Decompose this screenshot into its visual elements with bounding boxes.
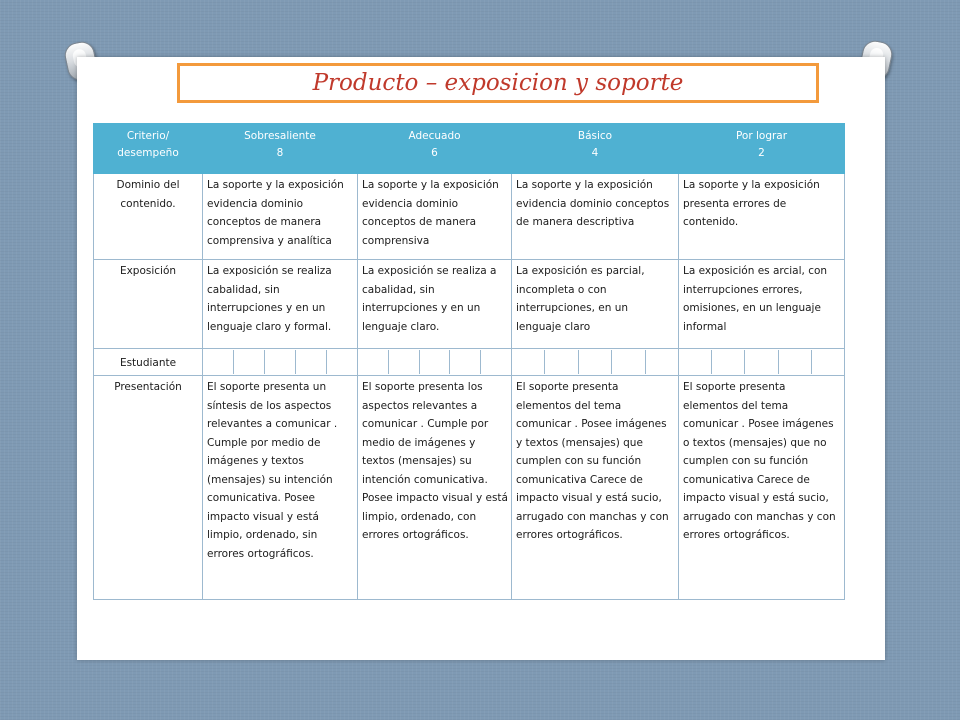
score-box[interactable] (388, 350, 419, 374)
rubric-cell: El soporte presenta un síntesis de los aspectos relevantes a comunicar . Cumple por medio de imágenes y textos (mensajes) su intención comunicativa. Posee impacto visual y está limpio, ordenado, sin errores ortográficos. (203, 376, 358, 600)
score-grid (679, 349, 845, 376)
criterion-cell: Exposición (94, 260, 203, 349)
score-box[interactable] (578, 350, 611, 374)
rubric-cell: El soporte presenta elementos del tema comunicar . Posee imágenes o textos (mensajes) que no cumplen con su función comunicativa Carece de impacto visual y está sucio, arrugado con manchas y con errores ortográficos. (679, 376, 845, 600)
score-box[interactable] (512, 350, 544, 374)
rubric-table (93, 123, 845, 600)
rubric-cell: El soporte presenta elementos del tema comunicar . Posee imágenes y textos (mensajes) que cumplen con su función comunicativa Carece de impacto visual y está sucio, arrugado con manchas y con errores ortográficos. (512, 376, 679, 600)
criterion-cell: Presentación (94, 376, 203, 600)
rubric-cell: La soporte y la exposición evidencia dominio conceptos de manera descriptiva (512, 174, 679, 260)
criterion-cell: Estudiante (94, 349, 203, 376)
header-row (94, 124, 845, 174)
rubric-cell: La soporte y la exposición evidencia dominio conceptos de manera comprensiva (358, 174, 512, 260)
score-box[interactable] (203, 350, 233, 374)
header-sobresaliente: Sobresaliente 8 (203, 124, 358, 174)
rubric-cell: La soporte y la exposición presenta errores de contenido. (679, 174, 845, 260)
score-box[interactable] (711, 350, 744, 374)
rubric-cell: La exposición se realiza cabalidad, sin interrupciones y en un lenguaje claro y formal. (203, 260, 358, 349)
slide-title: Producto – exposicion y soporte (180, 66, 816, 100)
criterion-cell: Dominio del contenido. (94, 174, 203, 260)
score-box[interactable] (611, 350, 644, 374)
header-por-lograr: Por lograr 2 (679, 124, 845, 174)
header-criterio: Criterio/ desempeño (94, 124, 203, 174)
score-grid (358, 349, 512, 376)
table-row-exposicion (94, 260, 845, 349)
score-grid (512, 349, 679, 376)
score-box[interactable] (233, 350, 264, 374)
score-box[interactable] (645, 350, 678, 374)
table-row-dominio (94, 174, 845, 260)
score-grid (203, 349, 358, 376)
rubric-cell: La exposición se realiza a cabalidad, sin interrupciones y en un lenguaje claro. (358, 260, 512, 349)
score-box[interactable] (811, 350, 844, 374)
score-box[interactable] (419, 350, 450, 374)
table-row-presentacion (94, 376, 845, 600)
rubric-cell: El soporte presenta los aspectos relevantes a comunicar . Cumple por medio de imágenes y textos (mensajes) su intención comunicativa. Posee impacto visual y está limpio, ordenado, con errores ortográficos. (358, 376, 512, 600)
score-box[interactable] (326, 350, 357, 374)
score-box[interactable] (744, 350, 777, 374)
score-box[interactable] (778, 350, 811, 374)
score-box[interactable] (679, 350, 711, 374)
score-box[interactable] (358, 350, 388, 374)
score-box[interactable] (449, 350, 480, 374)
score-box[interactable] (480, 350, 511, 374)
rubric-cell: La soporte y la exposición evidencia dominio conceptos de manera comprensiva y analítica (203, 174, 358, 260)
score-box[interactable] (264, 350, 295, 374)
score-box[interactable] (295, 350, 326, 374)
title-frame (177, 63, 819, 103)
table-row-estudiante (94, 349, 845, 376)
rubric-cell: La exposición es arcial, con interrupciones errores, omisiones, en un lenguaje informal (679, 260, 845, 349)
rubric-cell: La exposición es parcial, incompleta o con interrupciones, en un lenguaje claro (512, 260, 679, 349)
score-box[interactable] (544, 350, 577, 374)
header-basico: Básico 4 (512, 124, 679, 174)
header-adecuado: Adecuado 6 (358, 124, 512, 174)
